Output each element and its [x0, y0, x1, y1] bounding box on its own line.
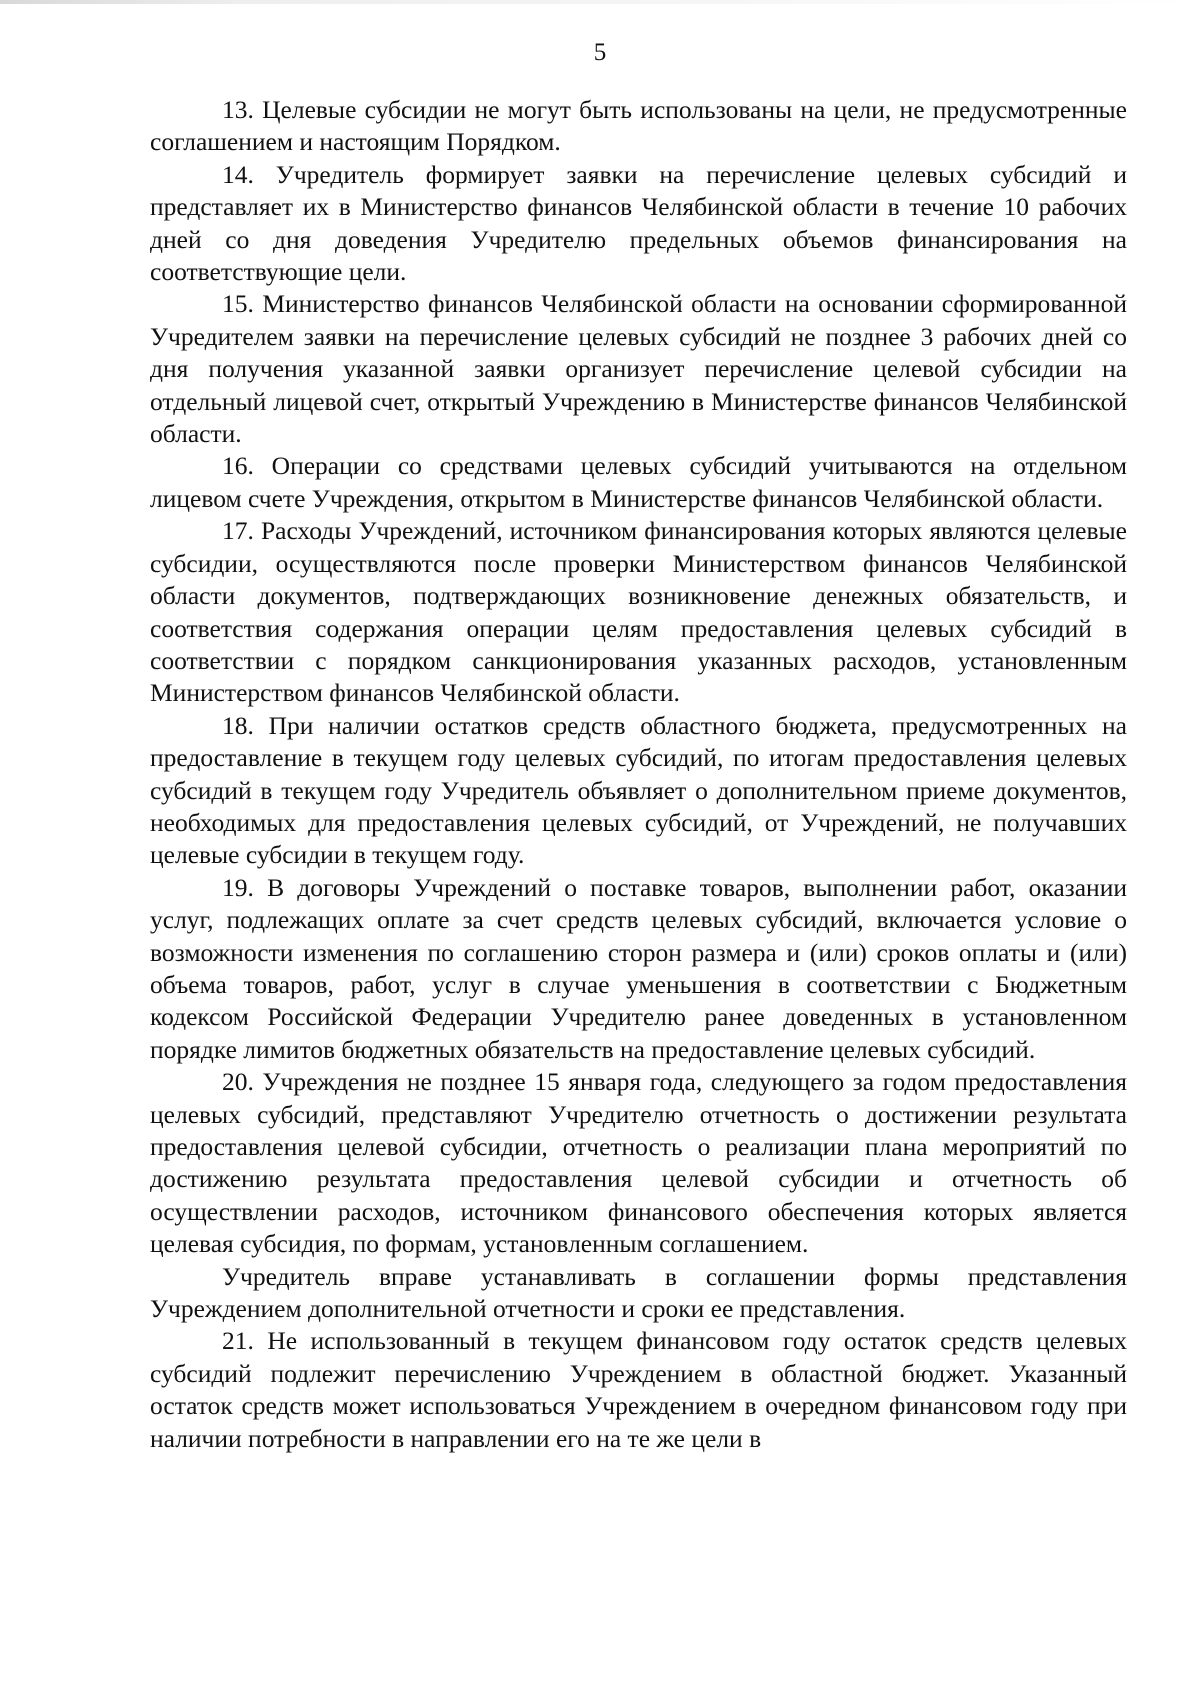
paragraph-16: 16. Операции со средствами целевых субсидий учитываются на отдельном лицевом счете Учреждения, открытом в Министерстве финансов Челябинской области.: [150, 451, 1127, 513]
paragraph-18: 18. При наличии остатков средств областного бюджета, предусмотренных на предоставление в текущем году целевых субсидий, по итогам предоставления целевых субсидий в текущем году Учредитель объявляет о дополнительном приеме документов, необходимых для предоставления целевых субсидий, от Учреждений, не получавших целевые субсидии в текущем году.: [150, 710, 1127, 870]
document-body: [150, 94, 1127, 1455]
paragraph-20: 20. Учреждения не позднее 15 января года, следующего за годом предоставления целевых субсидий, представляют Учредителю отчетность о достижении результата предоставления целевой субсидии, отчетность о реализации плана мероприятий по достижению результата предоставления целевой субсидии и отчетность об осуществлении расходов, источником финансового обеспечения которых является целевая субсидия, по формам, установленным соглашением.: [150, 1067, 1127, 1259]
paragraph-19: 19. В договоры Учреждений о поставке товаров, выполнении работ, оказании услуг, подлежащих оплате за счет средств целевых субсидий, включается условие о возможности изменения по соглашению сторон размера и (или) сроков оплаты и (или) объема товаров, работ, услуг в случае уменьшения в соответствии с Бюджетным кодексом Российской Федерации Учредителю ранее доведенных в установленном порядке лимитов бюджетных обязательств на предоставление целевых субсидий.: [150, 872, 1127, 1064]
paragraph-13: 13. Целевые субсидии не могут быть использованы на цели, не предусмотренные соглашением и настоящим Порядком.: [150, 95, 1127, 157]
paragraph-20-continuation: Учредитель вправе устанавливать в соглашении формы представления Учреждением дополнительной отчетности и сроки ее представления.: [150, 1261, 1127, 1324]
scan-edge: [0, 0, 1200, 4]
paragraph-17: 17. Расходы Учреждений, источником финансирования которых являются целевые субсидии, осуществляются после проверки Министерством финансов Челябинской области документов, подтверждающих возникновение денежных обязательств, и соответствия содержания операции целям предоставления целевых субсидий в соответствии с порядком санкционирования указанных расходов, установленным Министерством финансов Челябинской области.: [150, 516, 1127, 708]
paragraph-15: 15. Министерство финансов Челябинской области на основании сформированной Учредителем заявки на перечисление целевых субсидий не позднее 3 рабочих дней со дня получения указанной заявки организует перечисление целевой субсидии на отдельный лицевой счет, открытый Учреждению в Министерстве финансов Челябинской области.: [150, 289, 1127, 449]
page-number: 5: [593, 39, 607, 66]
paragraph-21: 21. Не использованный в текущем финансовом году остаток средств целевых субсидий подлежит перечислению Учреждением в областной бюджет. Указанный остаток средств может использоваться Учреждением в очередном финансовом году при наличии потребности в направлении его на те же цели в: [150, 1326, 1127, 1453]
paragraph-14: 14. Учредитель формирует заявки на перечисление целевых субсидий и представляет их в Министерство финансов Челябинской области в течение 10 рабочих дней со дня доведения Учредителю предельных объемов финансирования на соответствующие цели.: [150, 159, 1127, 287]
